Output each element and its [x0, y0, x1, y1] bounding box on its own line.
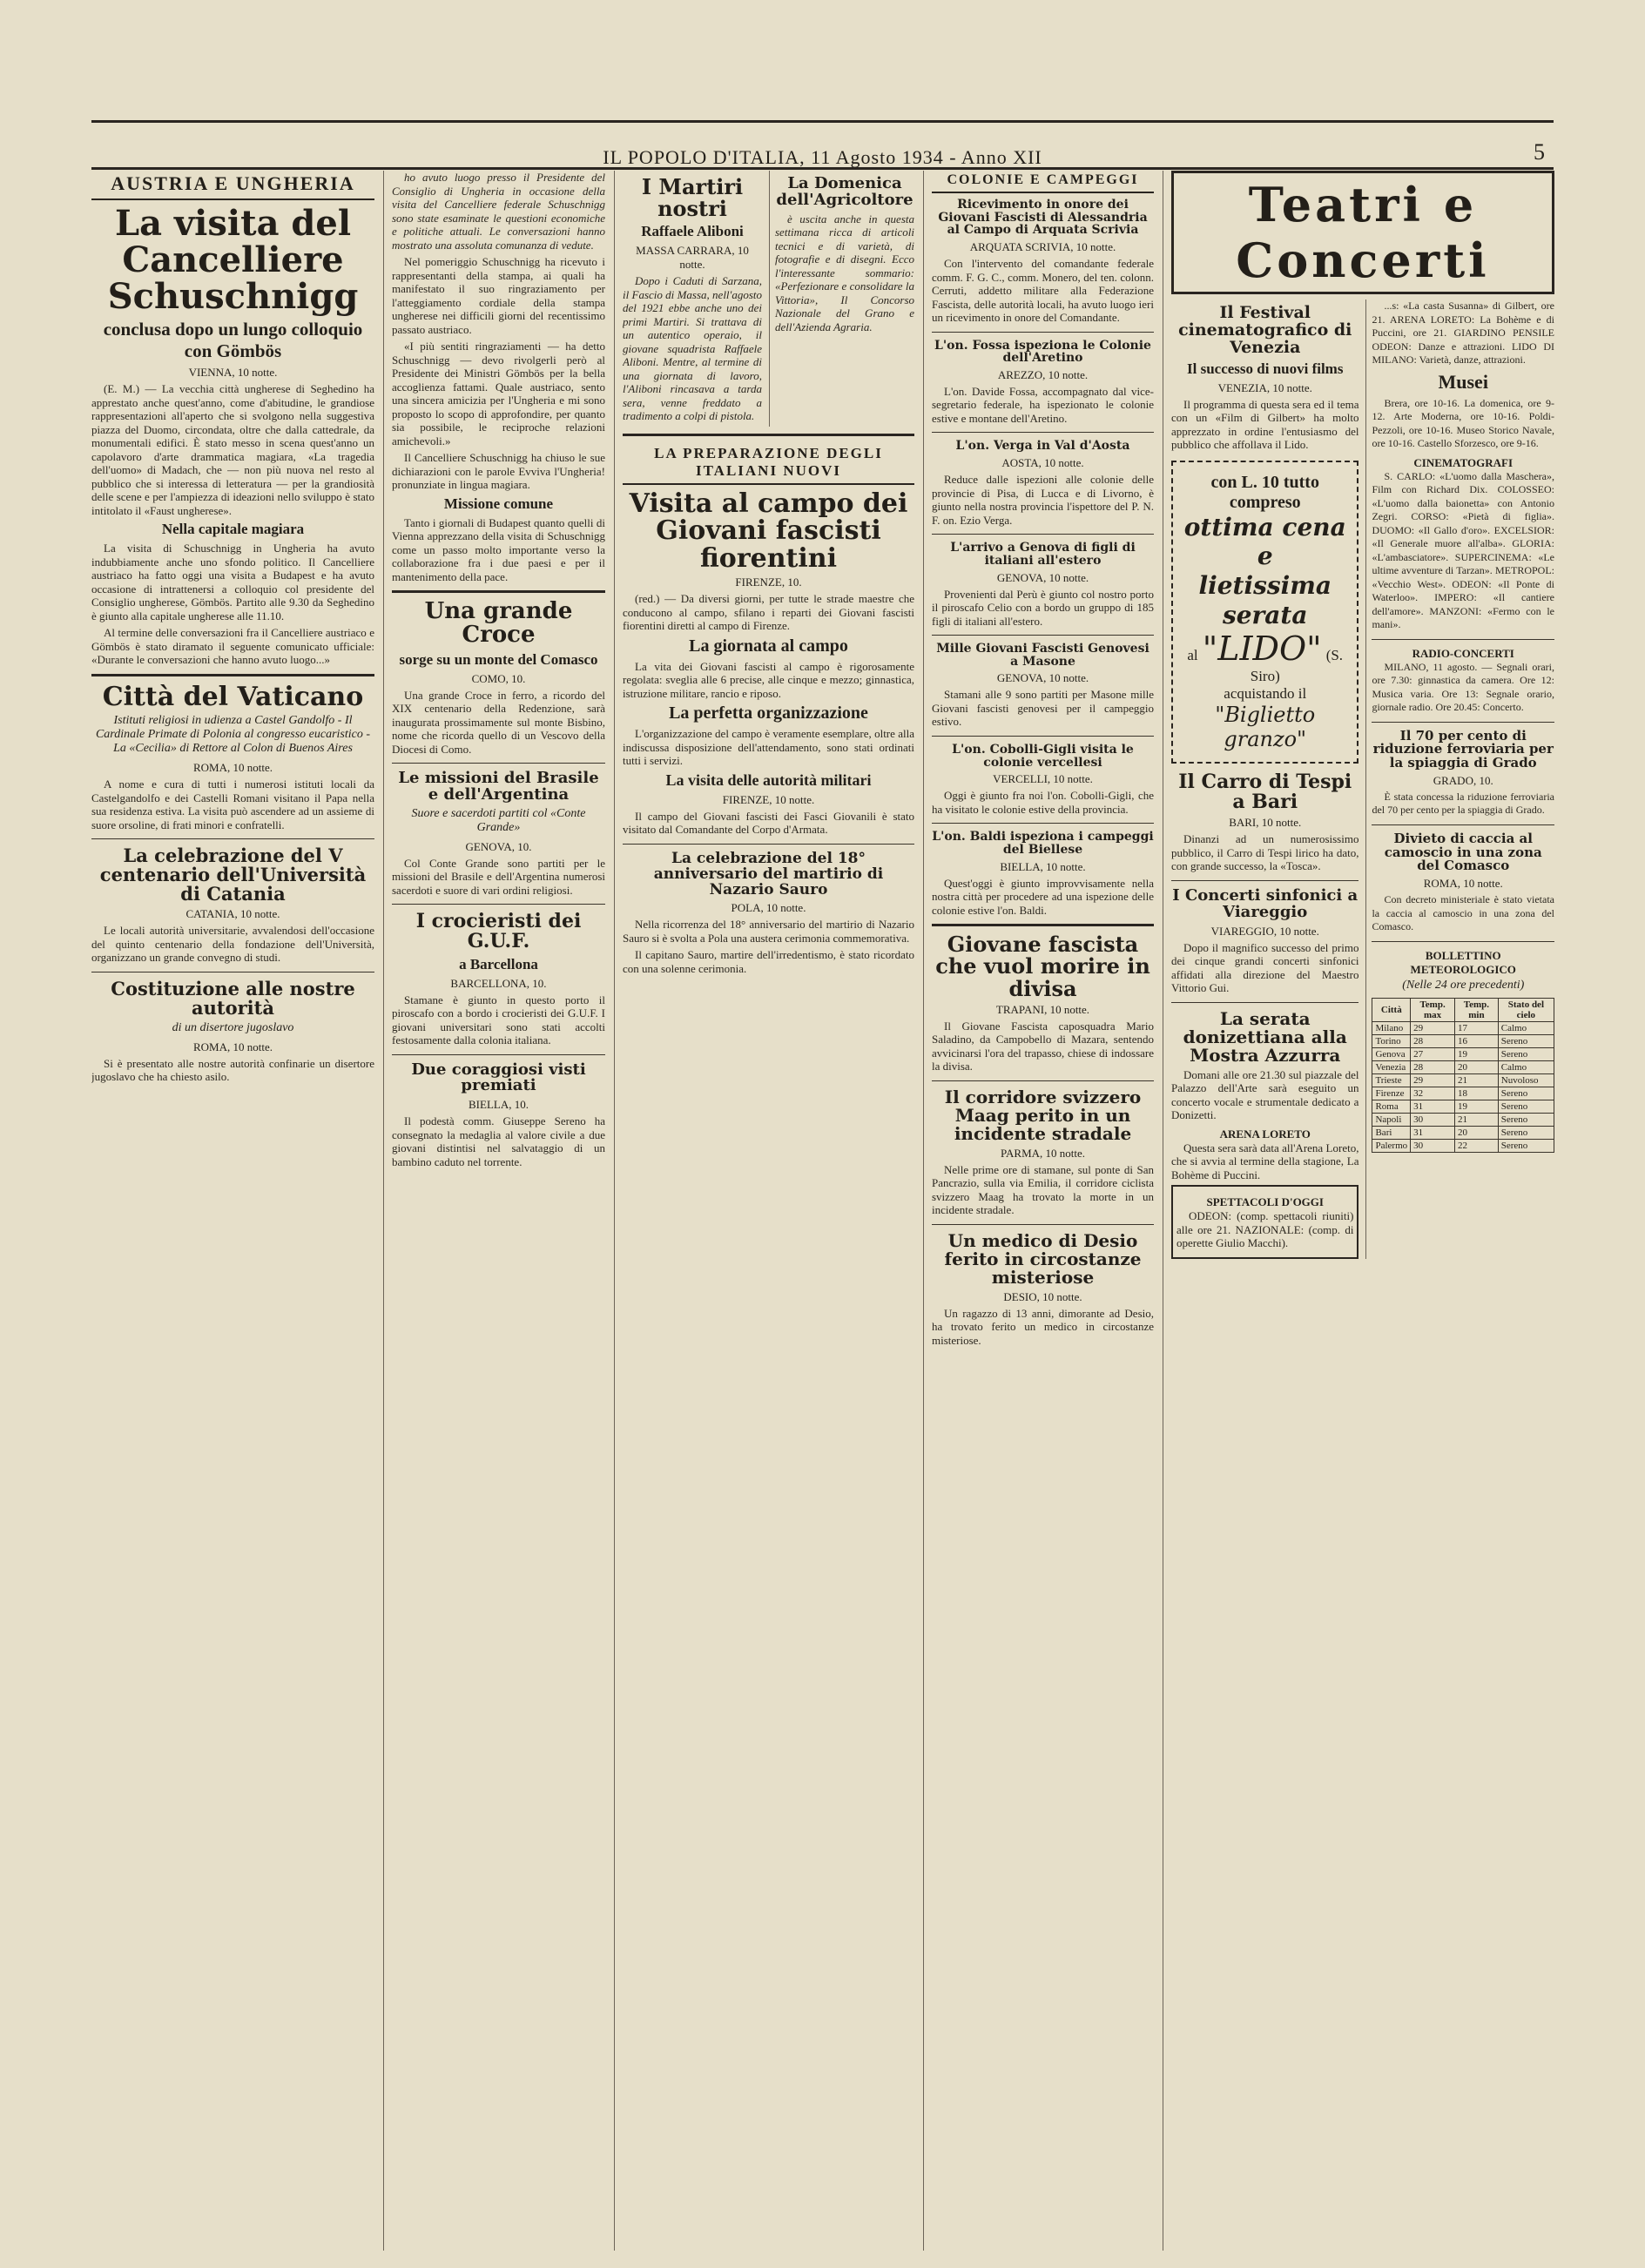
article-text: Nelle prime ore di stamane, sul ponte di San Pancrazio, sulla via Emilia, il corridore ciclista svizzero Maag ha trovato la morte in un incidente stradale.	[932, 1162, 1154, 1217]
dateline: MASSA CARRARA, 10 notte.	[636, 244, 749, 272]
table-cell: 19	[1455, 1047, 1499, 1060]
spettacoli-title: SPETTACOLI D'OGGI	[1206, 1195, 1324, 1209]
table-cell: Palermo	[1372, 1139, 1411, 1152]
ad-price: con L. 10 tutto compreso	[1210, 472, 1319, 512]
article-text: Il Cancelliere Schuschnigg ha chiuso le sue dichiarazioni con le parole Evviva l'Ungheria! pronunziate in lingua magiara.	[392, 451, 605, 491]
subhead-gombos: conclusa dopo un lungo colloquio con Gömbös	[103, 319, 363, 361]
headline-caccia-camoscio: Divieto di caccia al camoscio in una zona del Comasco	[1384, 830, 1542, 874]
article-text: Al termine delle conversazioni fra il Cancelliere austriaco e Gömbös è stato diramato il seguente comunicato ufficiale: «Durante le conversazioni che hanno avuto luogo...»	[91, 626, 374, 666]
headline-arquata: Ricevimento in onore dei Giovani Fascisti di Alessandria al Campo di Arquata Scrivia	[938, 198, 1148, 238]
dateline: AREZZO, 10 notte.	[997, 367, 1089, 381]
article-text: ho avuto luogo presso il Presidente del Consiglio di Ungheria in occasione della visita del Cancelliere federale Schuschnigg sono state esaminate le questioni economiche e politiche attuali. Le conversazioni hanno mostrato una assoluta comunanza di vedute.	[392, 171, 605, 252]
subhead: a Barcellona	[459, 955, 538, 972]
dateline: COMO, 10.	[471, 671, 526, 685]
dateline: TRAPANI, 10 notte.	[995, 1002, 1090, 1016]
headline-fossa: L'on. Fossa ispeziona le Colonie dell'Aretino	[934, 338, 1151, 366]
article-text: L'on. Davide Fossa, accompagnato dal vice-segretario federale, ha ispezionato le colonie estive e montane dell'Aretino.	[932, 384, 1154, 425]
table-row	[1372, 1021, 1554, 1034]
section-colonie: COLONIE E CAMPEGGI	[932, 171, 1154, 193]
table-cell: 29	[1411, 1021, 1455, 1034]
table-cell: 20	[1455, 1126, 1499, 1139]
article-text: L'organizzazione del campo è veramente esemplare, oltre alla indiscussa disposizione dell'attendamento, sono stati ordinati tutti i servizi.	[623, 727, 914, 768]
table-cell: Bari	[1372, 1126, 1411, 1139]
table-cell: Torino	[1372, 1034, 1411, 1047]
table-cell: 30	[1411, 1139, 1455, 1152]
subhead: Il successo di nuovi films	[1186, 360, 1344, 377]
article-text: Dinanzi ad un numerosissimo pubblico, il Carro di Tespi lirico ha dato, con grande successo, la «Tosca».	[1171, 832, 1359, 873]
table-row	[1372, 1126, 1554, 1139]
article-text: S. CARLO: «L'uomo dalla Maschera», Film con Richard Dix. COLOSSEO: «L'uomo dalla baionetta» con Antonio Zegri. CORSO: «Pietà di figlia». DUOMO: «Il Gallo d'oro». EXCELSIOR: «Il Generale muore all'alba». GLORIA: «L'ambasciatore». SUPERCINEMA: «Le ultime avventure di Tarzan». METROPOL: «Vecchio West». ODEON: «Il Ponte di Waterloo». IMPERO: «Il cantiere dell'amore». MANZONI: «Fermo con le mani».	[1372, 469, 1554, 630]
table-cell: Sereno	[1498, 1126, 1554, 1139]
article-text: È stata concessa la riduzione ferroviaria del 70 per cento per la spiaggia di Grado.	[1372, 790, 1554, 817]
table-cell: Sereno	[1498, 1034, 1554, 1047]
article-text: Provenienti dal Perù è giunto col nostro porto il piroscafo Celio con a bordo un gruppo di 185 figli di italiani all'estero.	[932, 587, 1154, 628]
article-text: Col Conte Grande sono partiti per le missioni del Brasile e dell'Argentina numerosi sacerdoti e suore di vari ordini religiosi.	[392, 856, 605, 897]
column-rule	[614, 171, 615, 2251]
headline-giovane-fascista: Giovane fascista che vuol morire in divisa	[935, 932, 1150, 1001]
dateline: FIRENZE, 10 notte.	[722, 792, 815, 806]
ad-line: lietissima serata	[1198, 571, 1332, 629]
festival-block	[1171, 299, 1358, 1259]
article-text: Nella ricorrenza del 18° anniversario del martirio di Nazario Sauro si è svolta a Pola una austera cerimonia commemorativa.	[623, 918, 914, 945]
article-text: La visita di Schuschnigg in Ungheria ha avuto indubbiamente anche uno sfondo politico. Il Cancelliere austriaco ha fatto oggi una visita a Budapest e ha avuto occasione di intrattenersi a colloquio col presidente del Consiglio ungherese, Gömbös. Partito alle 9.30 da Seghedino è giunto alla capitale ungherese alle 11.10.	[91, 542, 374, 623]
table-cell: 21	[1455, 1073, 1499, 1087]
article-text: Le locali autorità universitarie, avvalendosi dell'occasione del quinto centenario della fondazione dell'Università, organizzano un grande convegno di studi.	[91, 924, 374, 965]
table-row	[1372, 1100, 1554, 1113]
masthead: IL POPOLO D'ITALIA, 11 Agosto 1934 - Anno XII	[603, 146, 1042, 168]
meteo-table	[1372, 998, 1554, 1153]
article-text: Domani alle ore 21.30 sul piazzale del Palazzo dell'Arte sarà eseguito un concerto vocale e strumentale dedicato a Donizetti.	[1171, 1067, 1359, 1122]
headline-carro-tespi: Il Carro di Tespi a Bari	[1178, 771, 1352, 814]
headline-premiati: Due coraggiosi visti premiati	[411, 1060, 586, 1095]
table-row	[1372, 1047, 1554, 1060]
table-row	[1372, 1087, 1554, 1100]
subhead: (Nelle 24 ore precedenti)	[1402, 978, 1525, 992]
top-pair	[623, 171, 914, 427]
article-text: Quest'oggi è giunto improvvisamente nella nostra città per procedere ad una ispezione delle colonie estive l'on. Baldi.	[932, 876, 1154, 917]
table-row	[1372, 1060, 1554, 1073]
headline-missioni: Le missioni del Brasile e dell'Argentina	[398, 769, 599, 804]
headline-baldi: L'on. Baldi ispeziona i campeggi del Biellese	[932, 830, 1154, 857]
dateline: GENOVA, 10 notte.	[996, 570, 1089, 584]
headline-martiri: I Martiri nostri	[641, 174, 744, 222]
article-text: Tanto i giornali di Budapest quanto quelli di Vienna apprezzano della visita di Schuschnigg come un passo molto importante verso la collaborazione fra i due paesi e per il mantenimento della pace.	[392, 515, 605, 583]
subhead: di un disertore jugoslavo	[172, 1020, 294, 1034]
table-cell: Roma	[1372, 1100, 1411, 1113]
table-cell: Trieste	[1372, 1073, 1411, 1087]
headline-arrivo-genova: L'arrivo a Genova di figli di italiani all'estero	[950, 541, 1136, 568]
article-text: è uscita anche in questa settimana ricca di articoli tecnici e di varietà, di fotografie e di disegni. Ecco l'interessante sommario: «Perfezionare e consolidare la Vittoria», Il Concorso Nazionale del Grano e dell'Azienda Agraria.	[775, 212, 914, 333]
table-column-header: Città	[1372, 998, 1411, 1021]
article-text: «I più sentiti ringraziamenti — ha detto Schuschnigg — devo rivolgerli però al Presidente dei Ministri Gömbös per la bella accoglienza fattami. Quale austriaco, sento una sincera amicizia per l'Ungheria e mi sono proposto lo scopo di approfondire, per quanto sia possibile, le reciproche relazioni amichevoli.»	[392, 340, 605, 448]
table-cell: Sereno	[1498, 1113, 1554, 1126]
table-cell: 18	[1455, 1087, 1499, 1100]
article-text: Si è presentato alle nostre autorità confinarie un disertore jugoslavo che ha chiesto asilo.	[91, 1056, 374, 1084]
martiri-block	[623, 171, 762, 427]
table-cell: Sereno	[1498, 1100, 1554, 1113]
table-cell: Milano	[1372, 1021, 1411, 1034]
table-cell: 19	[1455, 1100, 1499, 1113]
table-cell: Nuvoloso	[1498, 1073, 1554, 1087]
headline-croce: Una grande Croce	[424, 598, 573, 649]
page-number: 5	[1534, 139, 1545, 165]
headline-catania: La celebrazione del V centenario dell'Università di Catania	[99, 845, 367, 905]
domenica-block	[769, 171, 914, 427]
table-cell: Genova	[1372, 1047, 1411, 1060]
headline-guf: I crocieristi dei G.U.F.	[415, 910, 582, 953]
article-text: Dopo i Caduti di Sarzana, il Fascio di Massa, nell'agosto del 1921 ebbe anche uno dei primi Martiri. Si trattava di un autentico operaio, il giovane squadrista Raffaele Aliboni. Mentre, al termine di una giornata di lavoro, l'Aliboni rincasava a tarda sera, venne freddato a tradimento a colpi di pistola.	[623, 274, 762, 423]
column-teatri	[1171, 171, 1554, 2251]
table-cell: 20	[1455, 1060, 1499, 1073]
subhead: La giornata al campo	[689, 636, 848, 656]
table-row	[1372, 1139, 1554, 1152]
table-cell: 28	[1411, 1060, 1455, 1073]
table-cell: Calmo	[1498, 1021, 1554, 1034]
headline-riduzione-grado: Il 70 per cento di riduzione ferroviaria per la spiaggia di Grado	[1372, 727, 1554, 771]
subhead: Suore e sacerdoti partiti col «Conte Grande»	[411, 806, 586, 834]
headline-vaticano: Città del Vaticano	[102, 681, 364, 712]
headline-sauro: La celebrazione del 18° anniversario del martirio di Nazario Sauro	[653, 849, 884, 898]
headline-festival-venezia: Il Festival cinematografico di Venezia	[1178, 303, 1352, 357]
dateline: VENEZIA, 10 notte.	[1217, 380, 1312, 394]
subhead: ARENA LORETO	[1219, 1127, 1311, 1141]
article-text: Il capitano Sauro, martire dell'irredentismo, è stato ricordato con una solenne cerimonia.	[623, 948, 914, 975]
article-text: (E. M.) — La vecchia città ungherese di Seghedino ha apprestato anche quest'anno, come d'abitudine, le grandiose rappresentazioni all'aperto che si svolgono nella suggestiva piazza del Duomo, circondata, oltre che dalla cattedrale, da monumentali edifici. È stato messo in scena quest'anno un capolavoro d'arte drammatica magiara, «La tragedia dell'uomo» di Madach, che — non più nuova nel resto al pubblico che si interessa di letteratura — per la grandiosità delle scene e per l'ampiezza di ideazioni nello sviluppo è stato intitolato il «Faust ungherese».	[91, 382, 374, 517]
column-schuschnigg-cont	[392, 171, 605, 2251]
headline-masone: Mille Giovani Fascisti Genovesi a Masone	[936, 642, 1149, 669]
table-cell: 30	[1411, 1113, 1455, 1126]
dateline: POLA, 10 notte.	[731, 901, 806, 915]
article-text: Un ragazzo di 13 anni, dimorante ad Desio, ha trovato ferito un medico in circostanze misteriose.	[932, 1306, 1154, 1347]
article-text: A nome e cura di tutti i numerosi istituti locali da Castelgandolfo e dei Castelli Romani visitano il Papa nella sua residenza estiva. La visita può ascendere ad un assieme di suore orsoline, di frati minori e confratelli.	[91, 777, 374, 831]
headline-donizetti: La serata donizettiana alla Mostra Azzurra	[1183, 1007, 1347, 1066]
column-colonie	[932, 171, 1154, 2251]
right-listings	[1365, 299, 1554, 1259]
subhead: Nella capitale magiara	[161, 521, 305, 537]
dateline: VIENNA, 10 notte.	[188, 366, 278, 379]
lido-advertisement	[1171, 461, 1358, 764]
table-row	[1372, 1113, 1554, 1126]
dateline: FIRENZE, 10.	[735, 575, 802, 589]
table-cell: 21	[1455, 1113, 1499, 1126]
ad-line: acquistando il	[1224, 685, 1307, 703]
dateline: BARCELLONA, 10.	[450, 976, 547, 990]
table-cell: Sereno	[1498, 1087, 1554, 1100]
spettacoli-text: ODEON: (comp. spettacoli riuniti) alle ore 21. NAZIONALE: (comp. di operette Giulio Macchi).	[1176, 1209, 1354, 1250]
table-cell: 29	[1411, 1073, 1455, 1087]
dateline: GENOVA, 10.	[465, 839, 532, 853]
headline-domenica: La Domenica dell'Agricoltore	[776, 174, 914, 209]
article-text: Oggi è giunto fra noi l'on. Cobolli-Gigli, che ha visitato le colonie estive della provincia.	[932, 789, 1154, 816]
article-text: Il podestà comm. Giuseppe Sereno ha consegnato la medaglia al valore civile a due giovani distintisi nel salvataggio di un bambino caduto nel torrente.	[392, 1114, 605, 1168]
headline-cobolli: L'on. Cobolli-Gigli visita le colonie vercellesi	[952, 742, 1134, 770]
table-cell: 27	[1411, 1047, 1455, 1060]
table-cell: Firenze	[1372, 1087, 1411, 1100]
ad-lido: "LIDO"	[1202, 629, 1322, 669]
table-header	[1372, 998, 1554, 1021]
headline-verga: L'on. Verga in Val d'Aosta	[955, 439, 1130, 454]
table-cell: 16	[1455, 1034, 1499, 1047]
column-rule	[923, 171, 924, 2251]
ad-suffix: (S. Siro)	[1250, 647, 1344, 685]
dateline: PARMA, 10 notte.	[1000, 1146, 1086, 1160]
section-preparazione: LA PREPARAZIONE DEGLI ITALIANI NUOVI	[623, 443, 914, 485]
dateline: AOSTA, 10 notte.	[1001, 456, 1084, 470]
table-column-header: Stato del cielo	[1498, 998, 1554, 1021]
article-text: Il Giovane Fascista caposquadra Mario Saladino, da Campobello di Mazara, sentendo avvicinarsi l'ora del trapasso, chiese di indossare la divisa.	[932, 1019, 1154, 1073]
table-cell: 32	[1411, 1087, 1455, 1100]
headline-meteo: BOLLETTINO METEOROLOGICO	[1410, 948, 1516, 976]
table-body	[1372, 1021, 1554, 1152]
headline-concerti-viareggio: I Concerti sinfonici a Viareggio	[1172, 885, 1358, 921]
headline-maag: Il corridore svizzero Maag perito in un incidente stradale	[944, 1086, 1142, 1144]
subhead: Raffaele Aliboni	[641, 223, 744, 240]
dateline: ARQUATA SCRIVIA, 10 notte.	[969, 240, 1116, 254]
subhead: sorge su un monte del Comasco	[399, 650, 598, 668]
article-text: Il campo del Giovani fascisti dei Fasci Giovanili è stato visitato dal Comandante del Corpo d'Armata.	[623, 809, 914, 837]
headline-costituzione: Costituzione alle nostre autorità	[111, 977, 355, 1019]
article-text: Brera, ore 10-16. La domenica, ore 9-12. Arte Moderna, ore 10-16. Poldi-Pezzoli, ore 10-16. Museo Storico Navale, ore 10-16. Castello Sforzesco, ore 9-16.	[1372, 396, 1554, 449]
dateline: VIAREGGIO, 10 notte.	[1210, 924, 1319, 938]
dateline: DESIO, 10 notte.	[1003, 1289, 1082, 1303]
listings-text: ...s: «La casta Susanna» di Gilbert, ore 21. ARENA LORETO: La Bohème e di Puccini, ore 21. GIARDINO PENSILE ODEON: Danze e attrazioni. LIDO DI MILANO: Varietà, danze, attrazioni.	[1372, 299, 1554, 366]
table-cell: 22	[1455, 1139, 1499, 1152]
dateline: GENOVA, 10 notte.	[996, 671, 1089, 685]
table-cell: 31	[1411, 1100, 1455, 1113]
article-text: Nel pomeriggio Schuschnigg ha ricevuto i rappresentanti della stampa, ai quali ha manifestato il suo ringraziamento per l'atteggiamento cordiale della stampa ungherese nei difficili giorni del recentissimo passato austriaco.	[392, 255, 605, 336]
article-text: (red.) — Da diversi giorni, per tutte le strade maestre che conducono al campo, sfilano i reparti dei Giovani fascisti fiorentini diretti al campo di Firenze.	[623, 592, 914, 633]
headline-giovani-fascisti: Visita al campo dei Giovani fascisti fiorentini	[629, 488, 908, 574]
ad-line: "Biglietto granzo"	[1215, 703, 1316, 752]
subhead: Istituti religiosi in udienza a Castel Gandolfo - Il Cardinale Primate di Polonia al congresso eucaristico - La «Cecilia» di Rettore al Colon di Buenos Aires	[95, 714, 371, 755]
dateline: BARI, 10 notte.	[1229, 816, 1302, 830]
article-text: Con l'intervento del comandante federale comm. F. G. C., comm. Monero, del ten. colonn. Cerruti, addetto militare alla Federazione Fascista, delle autorità locali, ha avuto luogo ieri un ricevimento in onore del Comandante.	[932, 257, 1154, 325]
column-austria	[91, 171, 374, 2251]
dateline: ROMA, 10 notte.	[1423, 877, 1503, 890]
table-cell: Sereno	[1498, 1139, 1554, 1152]
table-cell: 17	[1455, 1021, 1499, 1034]
dateline: ROMA, 10 notte.	[193, 1040, 273, 1053]
subhead: La visita delle autorità militari	[665, 771, 872, 789]
dateline: CATANIA, 10 notte.	[185, 907, 280, 921]
section-austria: AUSTRIA E UNGHERIA	[91, 171, 374, 200]
dateline: VERCELLI, 10 notte.	[993, 772, 1093, 786]
masthead-rule-top	[91, 120, 1554, 123]
table-cell: Napoli	[1372, 1113, 1411, 1126]
section-teatri-concerti: Teatri e Concerti	[1171, 171, 1554, 294]
article-text: Stamani alle 9 sono partiti per Masone mille Giovani fascisti genovesi per il campeggio estivo.	[932, 688, 1154, 729]
table-cell: Sereno	[1498, 1047, 1554, 1060]
table-cell: 31	[1411, 1126, 1455, 1139]
dateline: GRADO, 10.	[1433, 773, 1493, 787]
masthead-rule-bottom	[91, 167, 1554, 170]
table-row	[1372, 1073, 1554, 1087]
ad-prefix: al	[1187, 647, 1198, 664]
column-rule	[383, 171, 384, 2251]
dateline: BIELLA, 10 notte.	[1000, 859, 1086, 873]
subhead: Missione comune	[443, 495, 554, 512]
headline-musei: Musei	[1438, 370, 1488, 393]
table-column-header: Temp. max	[1411, 998, 1455, 1021]
article-text: Stamane è giunto in questo porto il piroscafo con a bordo i crocieristi dei G.U.F. I giovani universitari sono stati accolti festosamente dalla colonia italiana.	[392, 993, 605, 1047]
dateline: BIELLA, 10.	[469, 1098, 529, 1112]
spettacoli-box	[1171, 1185, 1358, 1259]
table-cell: 28	[1411, 1034, 1455, 1047]
table-row	[1372, 1034, 1554, 1047]
dateline: ROMA, 10 notte.	[193, 761, 273, 774]
headline-radio: RADIO-CONCERTI	[1412, 646, 1514, 660]
headline-cinematografi: CINEMATOGRAFI	[1413, 455, 1514, 469]
table-cell: Venezia	[1372, 1060, 1411, 1073]
article-text: Reduce dalle ispezioni alle colonie delle provincie di Pisa, di Lucca e di Livorno, è giunto nella nostra provincia l'ispettore del P. N. F. on. Ezio Verga.	[932, 473, 1154, 527]
article-text: MILANO, 11 agosto. — Segnali orari, ore 7.30: ginnastica da camera. Ore 12: Musica varia. Ore 13: Segnale orario, giornale radio. Ore 20.45: Concerto.	[1372, 660, 1554, 713]
table-cell: Calmo	[1498, 1060, 1554, 1073]
article-text: Dopo il magnifico successo del primo dei cinque grandi concerti sinfonici affidati alla direzione del Maestro Vittorio Gui.	[1171, 940, 1359, 995]
article-text: La vita dei Giovani fascisti al campo è rigorosamente regolata: sveglia alle 6 precise, alle cinque e mezzo; ginnastica, istruzione militare, rancio e riposo.	[623, 659, 914, 700]
headline-medico-desio: Un medico di Desio ferito in circostanze misteriose	[944, 1229, 1142, 1288]
teatri-row	[1171, 299, 1554, 1259]
article-text: Questa sera sarà data all'Arena Loreto, che si avvia al termine della stagione, La Bohème di Puccini.	[1171, 1141, 1359, 1181]
ad-line: ottima cena e	[1183, 512, 1346, 571]
article-text: Il programma di questa sera ed il tema con un «Film di Gilbert» ha molto apprezzato in ordine l'entusiasmo del pubblico che affollava il Lido.	[1171, 397, 1359, 452]
subhead: La perfetta organizzazione	[669, 703, 868, 723]
article-text: Con decreto ministeriale è stato vietata la caccia al camoscio in una zona del Comasco.	[1372, 893, 1554, 932]
table-column-header: Temp. min	[1455, 998, 1499, 1021]
column-martiri	[623, 171, 914, 2251]
article-text: Una grande Croce in ferro, a ricordo del XIX centenario della Redenzione, sarà inaugurata prossimamente sul monte Bisbino, nome che ricorda quello di un Vescovo della Diocesi di Como.	[392, 688, 605, 756]
headline-schuschnigg: La visita del Cancelliere Schuschnigg	[107, 203, 359, 317]
